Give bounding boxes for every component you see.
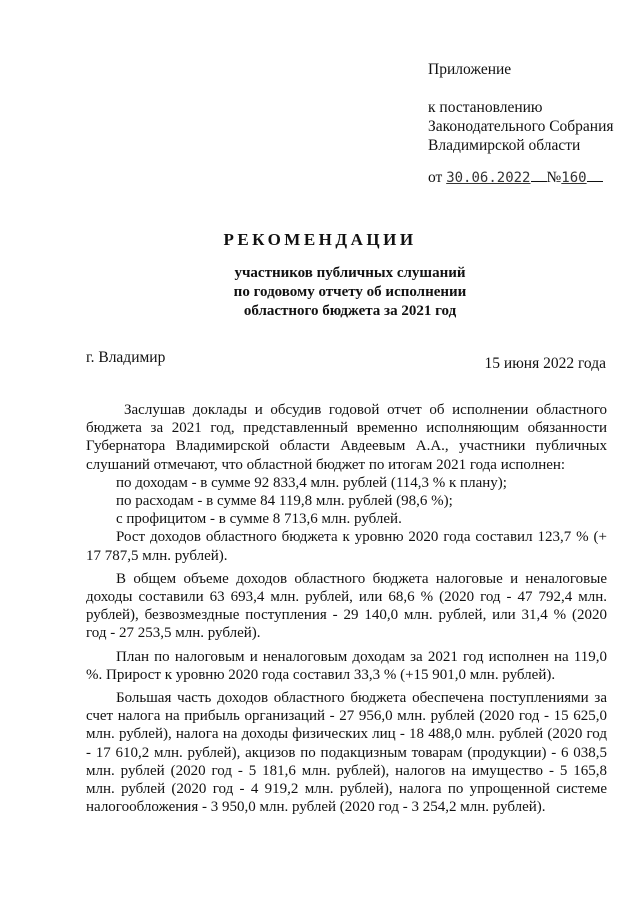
document-place: г. Владимир bbox=[86, 349, 166, 366]
paragraph: В общем объеме доходов областного бюджета налоговые и неналоговые доходы составили 63 693,4 млн. рублей, или 68,6 % (2020 год - 47 792,4 млн. рублей), безвозмездные поступления - 29 140,0 млн. рублей, или 31,4 % (2020 год - 27 253,5 млн. рублей). bbox=[86, 570, 607, 642]
subtitle-line-1: участников публичных слушаний bbox=[234, 265, 466, 281]
paragraph: Заслушав доклады и обсудив годовой отчет об исполнении областного бюджета за 2021 год, представленный временно исполняющим обязанности Губернатора Владимирской области Авдеевым А.А., участники публичных слушаний отмечают, что областной бюджет по итогам 2021 года исполнен: bbox=[86, 402, 607, 473]
paragraph: Рост доходов областного бюджета к уровню 2020 года составил 123,7 % (+ 17 787,5 млн. рублей). bbox=[86, 529, 607, 564]
number-sign: № bbox=[546, 169, 562, 186]
document-subtitle bbox=[0, 264, 640, 321]
document-title: РЕКОМЕНДАЦИИ bbox=[223, 230, 417, 249]
paragraph: План по налоговым и неналоговым доходам за 2021 год исполнен на 119,0 %. Прирост к уровню 2020 года составил 33,3 % (+15 901,0 млн. рублей). bbox=[86, 648, 607, 683]
from-prefix: от bbox=[428, 169, 443, 186]
resolution-date-line bbox=[428, 168, 614, 188]
resolution-number: 160 bbox=[561, 170, 587, 186]
subtitle-line-2: по годовому отчету об исполнении bbox=[233, 284, 467, 300]
resolution-date: 30.06.2022 bbox=[446, 170, 531, 186]
appendix-to: к постановлению bbox=[428, 99, 543, 116]
appendix-org-line-1: Законодательного Собрания bbox=[428, 118, 614, 135]
document-body bbox=[86, 401, 607, 816]
subtitle-line-3: областного бюджета за 2021 год bbox=[243, 303, 457, 319]
appendix-block bbox=[428, 60, 614, 188]
appendix-org-line-2: Владимирской области bbox=[428, 137, 581, 154]
paragraph: с профицитом - в сумме 8 713,6 млн. рублей. bbox=[116, 511, 402, 528]
document-date: 15 июня 2022 года bbox=[484, 355, 606, 372]
paragraph: по расходам - в сумме 84 119,8 млн. рублей (98,6 %); bbox=[116, 493, 453, 510]
paragraph: по доходам - в сумме 92 833,4 млн. рублей (114,3 % к плану); bbox=[116, 474, 507, 491]
appendix-label: Приложение bbox=[428, 61, 512, 78]
paragraph: Большая часть доходов областного бюджета обеспечена поступлениями за счет налога на прибыль организаций - 27 956,0 млн. рублей (2020 год - 15 625,0 млн. рублей), налога на доходы физических лиц - 18 488,0 млн. рублей (2020 год - 17 610,2 млн. рублей), акцизов по подакцизным товарам (продукции) - 6 038,5 млн. рублей (2020 год - 5 181,6 млн. рублей), налогов на имущество - 5 165,8 млн. рублей (2020 год - 4 919,2 млн. рублей), налога по упрощенной системе налогообложения - 3 950,0 млн. рублей (2020 год - 3 254,2 млн. рублей). bbox=[86, 690, 607, 816]
